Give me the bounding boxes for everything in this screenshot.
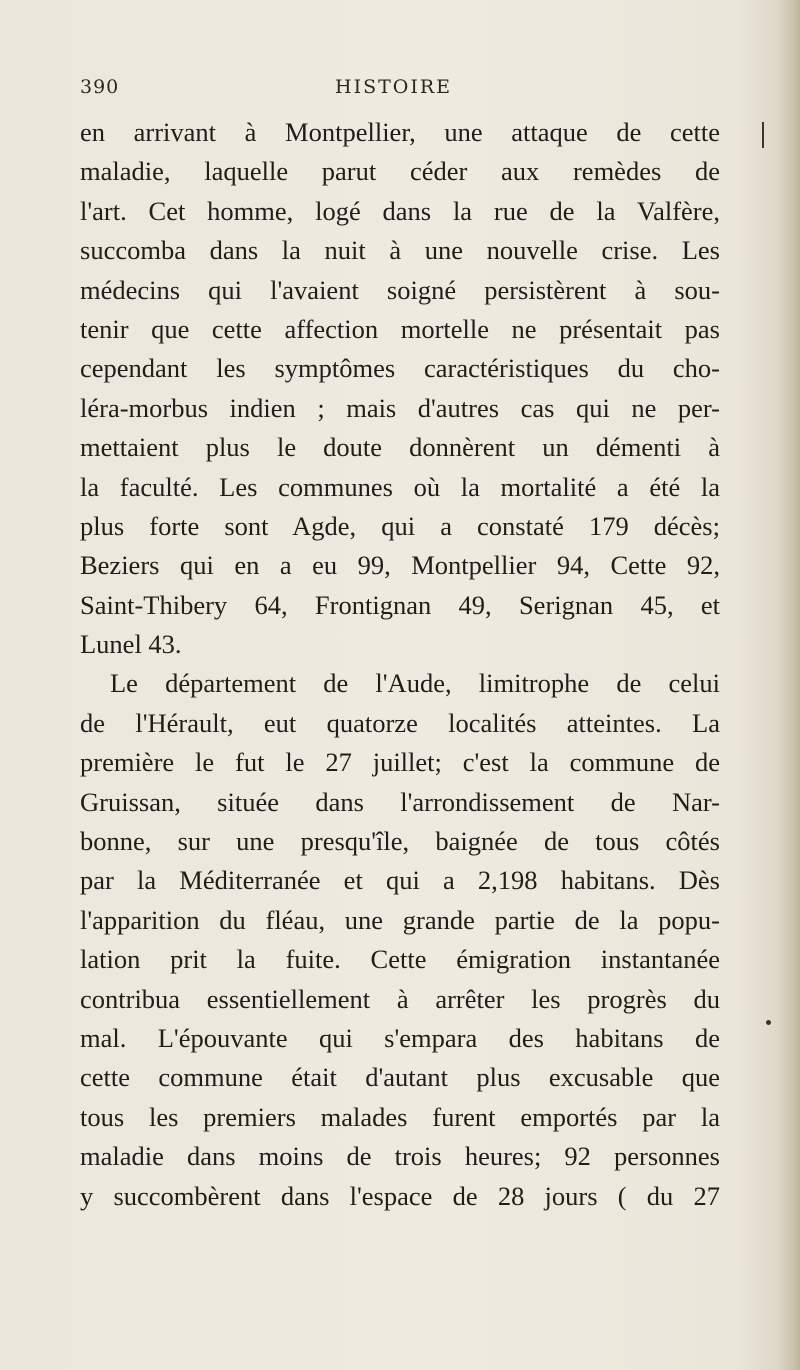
text-line: l'apparition du fléau, une grande partie de la popu- — [80, 904, 720, 935]
text-line: tenir que cette affection mortelle ne présentait pas — [80, 313, 720, 344]
text-line: Gruissan, située dans l'arrondissement de Nar- — [80, 786, 720, 817]
text-line: en arrivant à Montpellier, une attaque de cette — [80, 117, 720, 147]
text-line: bonne, sur une presqu'île, baignée de tous côtés — [80, 826, 720, 857]
text-line: mettaient plus le doute donnèrent un démenti à — [80, 432, 720, 463]
text-line: y succombèrent dans l'espace de 28 jours ( du 27 — [80, 1180, 720, 1211]
text-line: maladie dans moins de trois heures; 92 personnes — [80, 1141, 720, 1172]
text-line: cependant les symptômes caractéristiques du cho- — [80, 353, 720, 384]
text-line: plus forte sont Agde, qui a constaté 179 décès; — [80, 510, 720, 541]
body-text — [80, 113, 720, 1216]
margin-mark — [762, 122, 764, 148]
text-line: Lunel 43. — [80, 629, 182, 660]
text-line: première le fut le 27 juillet; c'est la commune de — [80, 747, 720, 778]
running-title: HISTOIRE — [335, 76, 453, 98]
text-line: mal. L'épouvante qui s'empara des habitans de — [80, 1022, 720, 1053]
text-line: l'art. Cet homme, logé dans la rue de la Valfère, — [80, 195, 720, 226]
text-line: de l'Hérault, eut quatorze localités atteintes. La — [80, 707, 720, 738]
text-line: tous les premiers malades furent emportés par la — [80, 1101, 720, 1132]
text-line: médecins qui l'avaient soigné persistèrent à sou- — [80, 274, 720, 305]
text-line: maladie, laquelle parut céder aux remèdes de — [80, 156, 720, 187]
running-head — [80, 76, 720, 106]
text-line: lation prit la fuite. Cette émigration instantanée — [80, 944, 720, 975]
text-line: léra-morbus indien ; mais d'autres cas qui ne per- — [80, 392, 720, 423]
text-line: par la Méditerranée et qui a 2,198 habitans. Dès — [80, 865, 720, 896]
text-line: contribua essentiellement à arrêter les progrès du — [80, 983, 720, 1014]
page-edge-shadow — [778, 0, 800, 1370]
text-line: Le département de l'Aude, limitrophe de celui — [110, 668, 720, 699]
page-number: 390 — [80, 76, 120, 98]
text-line: Saint-Thibery 64, Frontignan 49, Serignan 45, et — [80, 589, 720, 620]
text-line: la faculté. Les communes où la mortalité a été la — [80, 471, 720, 502]
text-line: Beziers qui en a eu 99, Montpellier 94, Cette 92, — [80, 550, 720, 581]
margin-dot — [766, 1020, 771, 1025]
text-line: cette commune était d'autant plus excusable que — [80, 1062, 720, 1093]
text-line: succomba dans la nuit à une nouvelle crise. Les — [80, 235, 720, 266]
